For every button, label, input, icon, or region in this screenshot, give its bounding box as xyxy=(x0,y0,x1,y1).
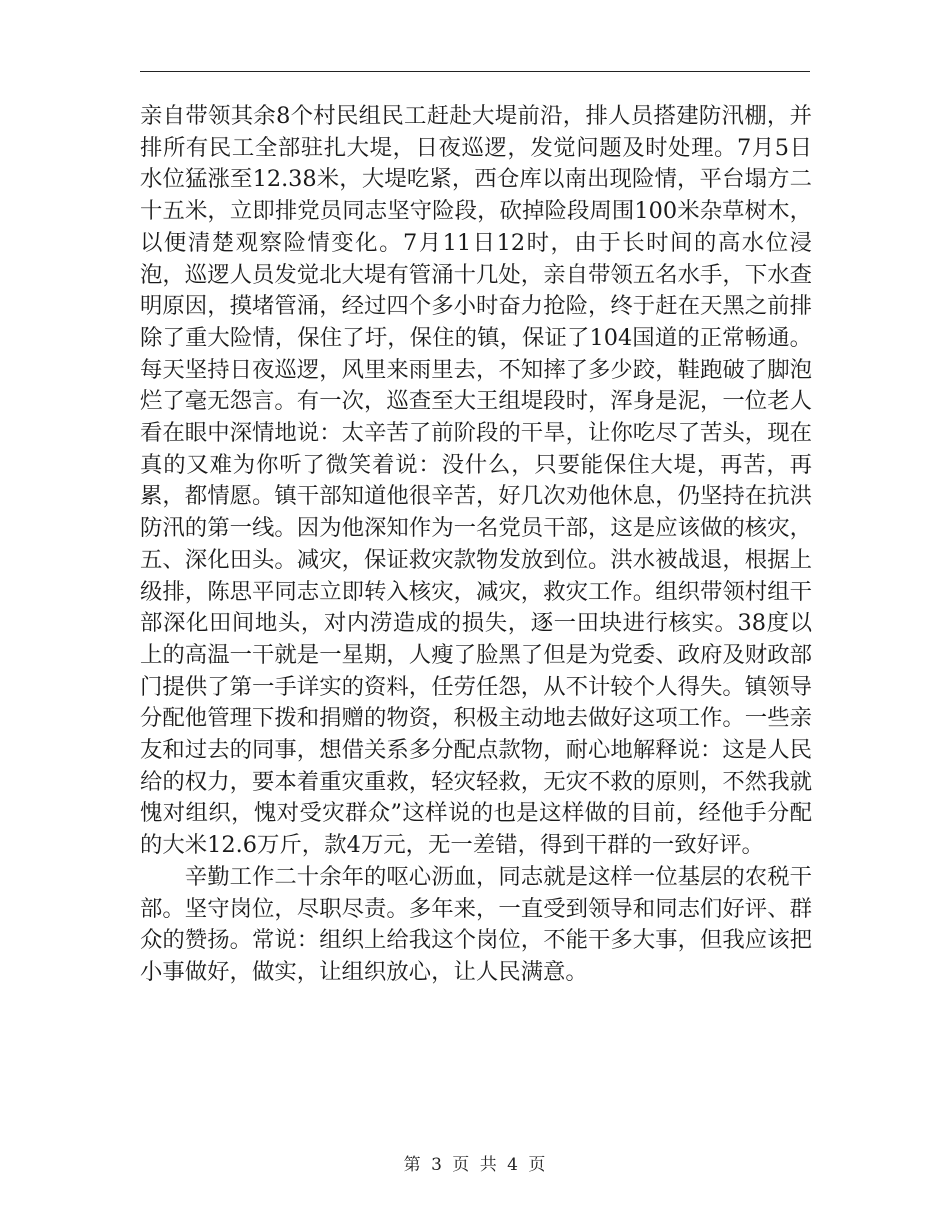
page-number-footer: 第 3 页 共 4 页 xyxy=(403,1155,547,1175)
header-rule xyxy=(140,71,810,72)
paragraph-2: 辛勤工作二十余年的呕心沥血，同志就是这样一位基层的农税干部。坚守岗位，尽职尽责。多年来，一直受到领导和同志们好评、群众的赞扬。常说：组织上给我这个岗位，不能干多大事，但我应该把小事做好，做实，让组织放心，让人民满意。 xyxy=(140,863,812,985)
body-text xyxy=(140,101,812,989)
paragraph-1: 亲自带领其余8个村民组民工赶赴大堤前沿，排人员搭建防汛棚，并排所有民工全部驻扎大堤，日夜巡逻，发觉问题及时处理。7月5日水位猛涨至12.38米，大堤吃紧，西仓库以南出现险情，平台塌方二十五米，立即排党员同志坚守险段，砍掉险段周围100米杂草树木，以便清楚观察险情变化。7月11日12时，由于长时间的高水位浸泡，巡逻人员发觉北大堤有管涌十几处，亲自带领五名水手，下水查明原因，摸堵管涌，经过四个多小时奋力抢险，终于赶在天黑之前排除了重大险情，保住了圩，保住的镇，保证了104国道的正常畅通。每天坚持日夜巡逻，风里来雨里去，不知摔了多少跤，鞋跑破了脚泡烂了毫无怨言。有一次，巡查至大王组堤段时，浑身是泥，一位老人看在眼中深情地说：太辛苦了前阶段的干旱，让你吃尽了苦头，现在真的又难为你听了微笑着说：没什么，只要能保住大堤，再苦，再累，都情愿。镇干部知道他很辛苦，好几次劝他休息，仍坚持在抗洪防汛的第一线。因为他深知作为一名党员干部，这是应该做的核灾，五、深化田头。减灾，保证救灾款物发放到位。洪水被战退，根据上级排，陈思平同志立即转入核灾，减灾，救灾工作。组织带领村组干部深化田间地头，对内涝造成的损失，逐一田块进行核实。38度以上的高温一干就是一星期，人瘦了脸黑了但是为党委、政府及财政部门提供了第一手详实的资料，任劳任怨，从不计较个人得失。镇领导分配他管理下拨和捐赠的物资，积极主动地去做好这项工作。一些亲友和过去的同事，想借关系多分配点款物，耐心地解释说：这是人民给的权力，要本着重灾重救，轻灾轻救，无灾不救的原则，不然我就愧对组织，愧对受灾群众”这样说的也是这样做的目前，经他手分配的大米12.6万斤，款4万元，无一差错，得到干群的一致好评。 xyxy=(140,103,812,859)
